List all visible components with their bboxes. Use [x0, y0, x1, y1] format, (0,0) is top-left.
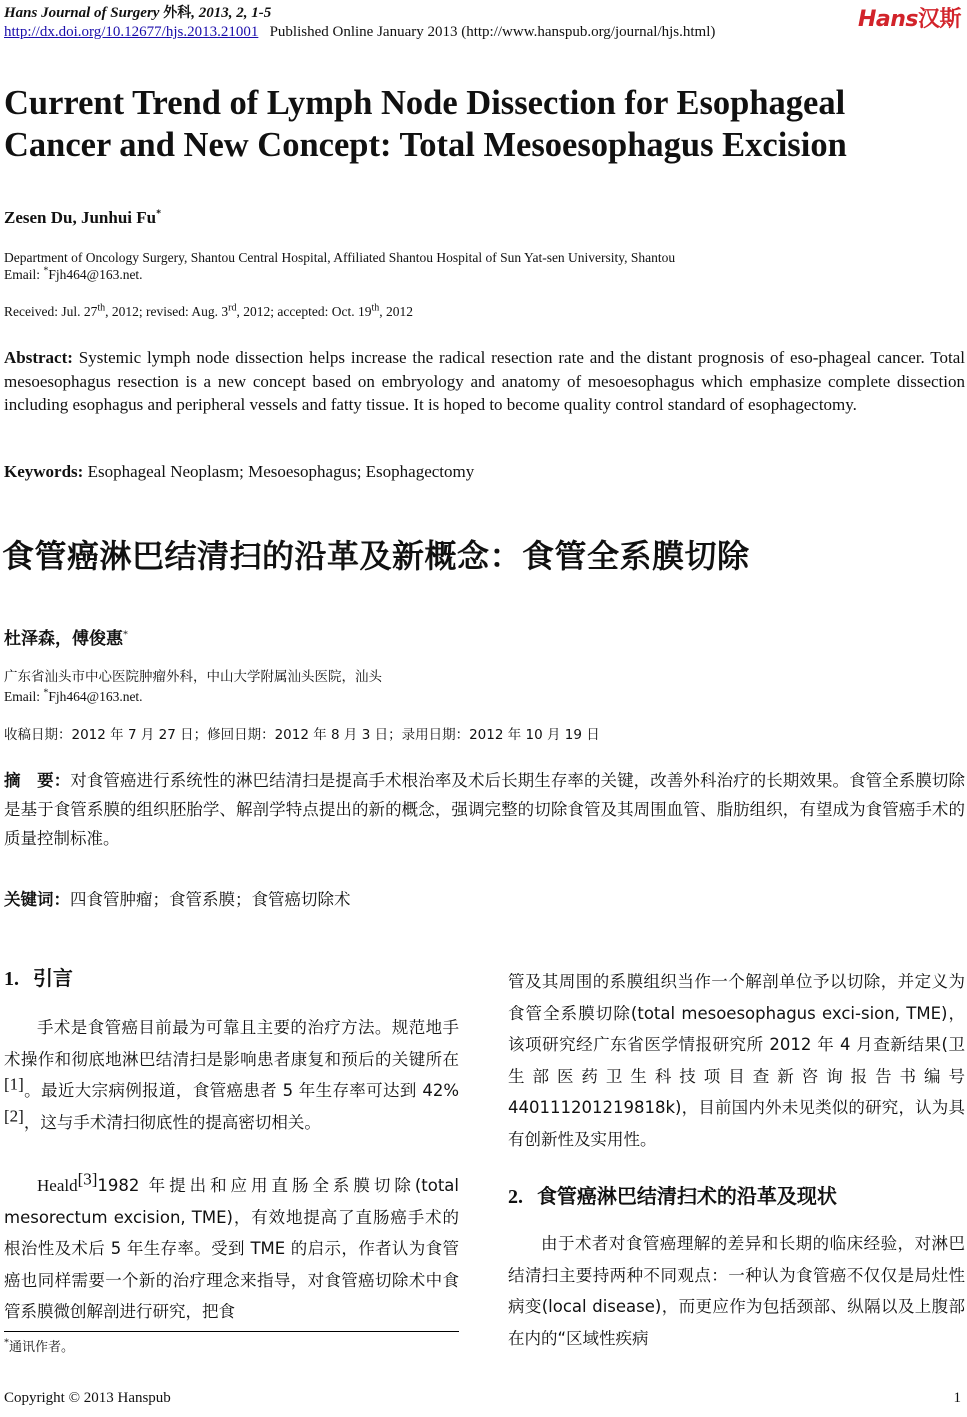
email-line	[4, 266, 675, 283]
email-label-cn: Email:	[4, 689, 44, 704]
email-address-cn[interactable]: Fjh464@163.net.	[48, 689, 143, 704]
keywords-text: Esophageal Neoplasm; Mesoesophagus; Esophagectomy	[87, 462, 475, 481]
keywords-label: Keywords:	[4, 462, 84, 481]
published-info: Published Online January 2013 (http://www.hanspub.org/journal/hjs.html)	[269, 24, 716, 40]
copyright: Copyright © 2013 Hanspub	[4, 1390, 171, 1406]
paragraph-right-2: 由于术者对食管癌理解的差异和长期的临床经验，对淋巴结清扫主要持两种不同观点：一种认为食管癌不仅仅是局灶性病变(local disease)，而更应作为包括颈部、纵隔以及上腹部在内的“区域性疾病	[508, 1234, 965, 1348]
doi-link[interactable]: http://dx.doi.org/10.12677/hjs.2013.21001	[4, 24, 259, 40]
authors-cn-text: 杜泽森，傅俊惠	[4, 629, 123, 649]
footnote-text: 通讯作者。	[9, 1340, 75, 1355]
authors-chinese	[4, 624, 128, 649]
footnote	[4, 1336, 74, 1355]
email-line-cn	[4, 687, 382, 706]
p1-text-b: 。最近大宗病例报道，食管癌患者 5 年生存率可达到 42%	[23, 1081, 459, 1100]
keywords-cn-label: 关键词：	[4, 890, 70, 909]
received-sup: th	[97, 302, 106, 314]
corresponding-mark: *	[156, 208, 162, 220]
accepted-year: , 2012	[379, 304, 413, 319]
p1-text-a: 手术是食管癌目前最为可靠且主要的治疗方法。规范地手术操作和彻底地淋巴结清扫是影响患者康复和预后的关键所在	[4, 1018, 459, 1069]
email-mark: *	[43, 265, 49, 277]
revised-date: , 2012; revised: Aug. 3	[105, 304, 229, 319]
hans-logo	[858, 2, 961, 33]
logo-text-cn: 汉斯	[917, 7, 961, 32]
title-english	[4, 82, 944, 166]
email-address[interactable]: Fjh464@163.net.	[48, 267, 143, 282]
section-1-heading	[4, 962, 73, 991]
abstract-chinese	[4, 766, 965, 853]
affiliation-text: Department of Oncology Surgery, Shantou Central Hospital, Affiliated Shantou Hospital of Sun Yat-sen University, Shantou	[4, 250, 676, 265]
journal-name-cn: 外科	[163, 5, 192, 21]
keywords-cn-text: 四食管肿瘤；食管系膜；食管癌切除术	[70, 890, 351, 909]
section-1-number: 1.	[4, 968, 19, 990]
revised-sup: rd	[228, 302, 237, 314]
received-dates-chinese: 收稿日期：2012 年 7 月 27 日；修回日期：2012 年 8 月 3 日；录用日期：2012 年 10 月 19 日	[4, 727, 600, 743]
section-2-title: 食管癌淋巴结清扫术的沿革及现状	[536, 1184, 837, 1208]
corresponding-mark-cn: *	[123, 629, 128, 641]
abstract-english	[4, 346, 965, 417]
section-1-title: 引言	[32, 966, 73, 990]
affiliation-cn-text: 广东省汕头市中心医院肿瘤外科，中山大学附属汕头医院，汕头	[4, 669, 382, 685]
accepted-sup: th	[371, 302, 380, 314]
doi-line	[4, 24, 715, 41]
p1-text-c: ，这与手术清扫彻底性的提高密切相关。	[23, 1112, 321, 1132]
reference-2[interactable]: [2]	[4, 1106, 24, 1125]
abstract-text: Systemic lymph node dissection helps increase the radical resection rate and the distant prognosis of eso-phageal cancer. Total mesoesophagus resection is a new concept based on embryology and anatomy of mesoesophagus which emphasize complete dissection including esophagus and peripheral vessels and fatty tissue. It is hoped to become quality control standard of esophagectomy.	[4, 348, 965, 414]
authors-english	[4, 208, 161, 228]
paragraph-right-1: 管及其周围的系膜组织当作一个解剖单位予以切除，并定义为食管全系膜切除(total mesoesophagus exci-sion, TME)，该项研究经广东省医学情报研究所 2012 年 4 月查新结果(卫生部医药卫生科技项目查新咨询报告书编号 440111201219818k)，目前国内外未见类似的研究，认为具有创新性及实用性。	[508, 972, 965, 1149]
paragraph-intro-1	[4, 1012, 459, 1138]
abstract-label: Abstract:	[4, 348, 73, 367]
title-line-1: Current Trend of Lymph Node Dissection for Esophageal	[4, 84, 846, 122]
abstract-cn-text: 对食管癌进行系统性的淋巴结清扫是提高手术根治率及术后长期生存率的关键，改善外科治疗的长期效果。食管全系膜切除是基于食管系膜的组织胚胎学、解剖学特点提出的新的概念，强调完整的切除食管及其周围血管、脂肪组织，有望成为食管癌手术的质量控制标准。	[4, 771, 966, 848]
accepted-date: , 2012; accepted: Oct. 19	[236, 304, 372, 319]
reference-3[interactable]: [3]	[77, 1169, 98, 1189]
affiliation-chinese	[4, 668, 382, 706]
affiliation-english	[4, 249, 675, 283]
email-mark-cn: *	[43, 687, 49, 699]
page-number: 1	[953, 1390, 961, 1406]
journal-name: Hans Journal of Surgery	[4, 5, 160, 21]
footnote-rule	[4, 1331, 459, 1332]
section-2-heading	[508, 1180, 837, 1209]
keywords-english	[4, 462, 474, 482]
title-line-2: Cancer and New Concept: Total Mesoesophagus Excision	[4, 126, 847, 164]
p2-text-b: 1982 年提出和应用直肠全系膜切除(total mesorectum excision, TME)，有效地提高了直肠癌手术的根治性及术后 5 年生存率。受到 TME 的启示，作者认为食管癌也同样需要一个新的治疗理念来指导，对食管癌切除术中食管系膜微创解剖进行研究，把食	[4, 1176, 459, 1321]
title-chinese: 食管癌淋巴结清扫的沿革及新概念：食管全系膜切除	[2, 537, 750, 575]
abstract-cn-label: 摘 要：	[4, 771, 71, 790]
journal-volume: , 2013, 2, 1-5	[191, 5, 272, 21]
p2-text-a: Heald	[37, 1176, 78, 1195]
footnote-mark: *	[4, 1337, 9, 1349]
reference-1[interactable]: [1]	[4, 1074, 24, 1094]
received-date: Received: Jul. 27	[4, 304, 98, 319]
logo-text-en: Hans	[857, 7, 918, 32]
keywords-chinese	[4, 886, 351, 910]
paragraph-intro-2	[4, 1170, 459, 1328]
authors-text: Zesen Du, Junhui Fu	[4, 208, 157, 227]
section-2-number: 2.	[508, 1186, 523, 1208]
email-label: Email:	[4, 267, 44, 282]
received-dates-english	[4, 304, 413, 320]
journal-header	[4, 2, 271, 22]
